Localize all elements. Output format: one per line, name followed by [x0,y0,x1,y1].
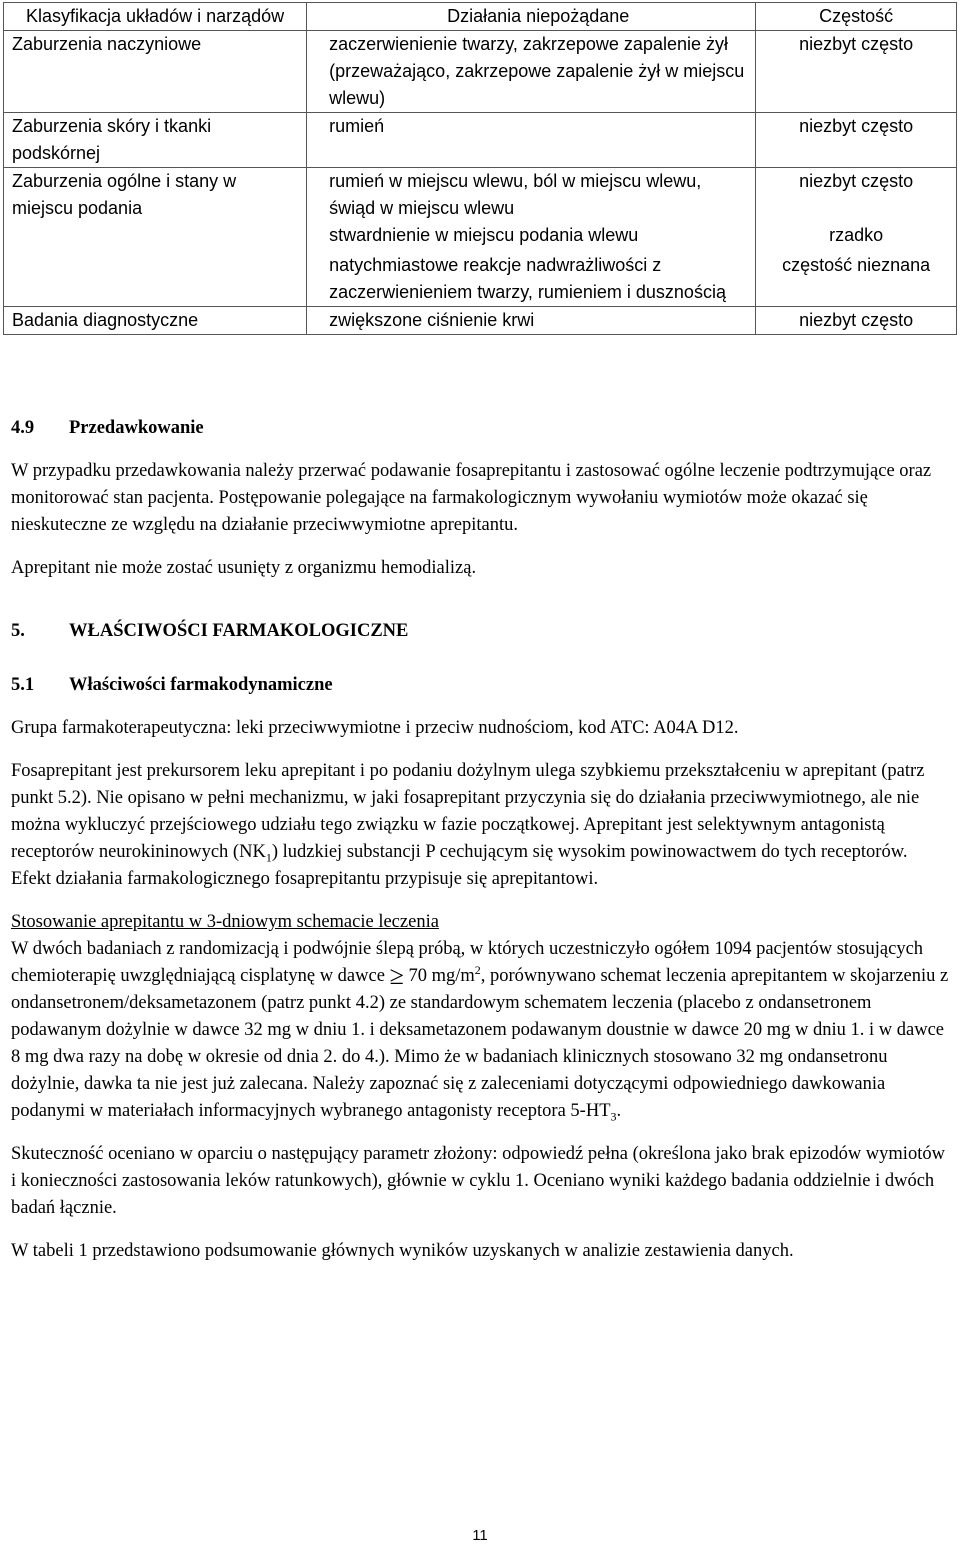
cell-soc: Badania diagnostyczne [4,307,307,335]
section-number: 4.9 [11,418,35,438]
header-soc: Klasyfikacja układów i narządów [4,3,307,31]
cell-frequency: niezbyt często [799,116,914,136]
cell-effect: natychmiastowe reakcje nadwrażliwości z zaczerwienieniem twarzy, rumieniem i dusznością [307,249,756,307]
cell-effect: rumień [307,113,756,168]
section-number: 5. [11,621,25,641]
efficacy-paragraph: Skuteczność oceniano w oparciu o następujący parametr złożony: odpowiedź pełna (określona jako brak epizodów wymiotów i konieczności zastosowania leków ratunkowych), głównie w cyklu 1. Oceniano wyniki każdego badania oddzielnie i dwóch badań łącznie. [11,1144,945,1218]
section-title: WŁAŚCIWOŚCI FARMAKOLOGICZNE [69,621,409,641]
table-header-row [4,3,957,31]
cell-effect: stwardnienie w miejscu podania wlewu [307,222,756,249]
mechanism-paragraph [11,758,951,893]
cell-frequency: niezbyt często [799,310,914,330]
text-run: Fosaprepitant jest prekursorem leku aprepitant i po podaniu dożylnym ulega szybkiemu przekształceniu w aprepitant (patrz punkt 5.2). Nie opisano w pełni mechanizmu, w jaki fosaprepitant przyczynia się do działania przeciwwymiotnego, ale nie można wykluczyć przejściowego udziału tego związku w fazie początkowej. Aprepitant jest selektywnym antagonistą receptorów neurokininowych (NK [11,761,925,862]
cell-effect: zaczerwienienie twarzy, zakrzepowe zapalenie żył (przeważająco, zakrzepowe zapalenie żył w miejscu wlewu) [307,31,756,113]
section-5-1-heading [11,672,951,699]
superscript: 2 [474,962,481,977]
subscript: 3 [610,1109,617,1124]
cell-effect: rumień w miejscu wlewu, ból w miejscu wlewu, świąd w miejscu wlewu [307,168,756,223]
atc-paragraph: Grupa farmakoterapeutyczna: leki przeciwwymiotne i przeciw nudnościom, kod ATC: A04A D12. [11,718,739,738]
hemodialysis-paragraph: Aprepitant nie może zostać usunięty z organizmu hemodializą. [11,558,477,578]
overdose-paragraph: W przypadku przedawkowania należy przerwać podawanie fosaprepitantu i zastosować ogólne leczenie podtrzymujące oraz monitorować stan pacjenta. Postępowanie polegające na farmakologicznym wywołaniu wymiotów może okazać się nieskuteczne ze względu na działanie przeciwwymiotne aprepitantu. [11,461,932,535]
table-row [4,249,957,307]
table-row [4,31,957,113]
section-title: Przedawkowanie [69,418,204,438]
section-number: 5.1 [11,675,35,695]
text-run: , porównywano schemat leczenia aprepitantem w skojarzeniu z ondansetronem/deksametazonem (patrz punkt 4.2) ze standardowym schematem leczenia (placebo z ondansetronem podawanym dożylnie w dawce 32 mg w dniu 1. i deksametazonem podawanym doustnie w dawce 20 mg w dniu 1. i w dawce 8 mg dwa razy na dobę w okresie od dnia 2. do 4.). Mimo że w badaniach klinicznych stosowano 32 mg ondansetronu dożylnie, dawka ta nie jest już zalecana. Należy zapoznać się z zaleceniami dotyczącymi odpowiedniego dawkowania podanymi w materiałach informacyjnych wybranego antagonisty receptora 5-HT [11,966,949,1121]
header-effect: Działania niepożądane [307,3,756,31]
trials-paragraph [11,936,951,1125]
subscript: 1 [265,850,272,865]
section-4-9-heading [11,415,951,442]
regimen-subheading: Stosowanie aprepitantu w 3-dniowym schemacie leczenia [11,912,439,932]
document-body [11,415,951,1265]
text-run: 70 mg/m [403,966,475,986]
cell-frequency: niezbyt często [799,171,914,191]
cell-frequency: częstość nieznana [782,255,931,275]
header-frequency: Częstość [756,3,957,31]
table-row [4,113,957,168]
cell-soc [4,249,307,307]
cell-frequency: niezbyt często [799,34,914,54]
adverse-reactions-table [3,2,957,335]
cell-soc: Zaburzenia ogólne i stany w miejscu podania [4,168,307,223]
cell-soc [4,222,307,249]
table-summary-paragraph: W tabeli 1 przedstawiono podsumowanie głównych wyników uzyskanych w analizie zestawienia danych. [11,1241,794,1261]
greater-equal-symbol: ≥ [389,961,404,990]
text-run: . [616,1101,622,1121]
cell-frequency: rzadko [829,225,884,245]
section-5-heading [11,618,951,645]
text-run: W dwóch badaniach z randomizacją i podwójnie ślepą próbą, w których uczestniczyło ogółem 1094 pacjentów stosujących chemioterapię uwzględniającą cisplatynę w dawce [11,939,924,986]
section-title: Właściwości farmakodynamiczne [69,675,333,695]
cell-soc: Zaburzenia skóry i tkanki podskórnej [4,113,307,168]
table-row [4,222,957,249]
cell-soc: Zaburzenia naczyniowe [4,31,307,113]
table-row [4,307,957,335]
text-run: ) ludzkiej substancji P cechującym się wysokim powinowactwem do tych receptorów. Efekt działania farmakologicznego fosaprepitantu przypisuje się aprepitantowi. [11,842,908,889]
cell-effect: zwiększone ciśnienie krwi [307,307,756,335]
table-row [4,168,957,223]
page-number: 11 [472,1527,488,1544]
